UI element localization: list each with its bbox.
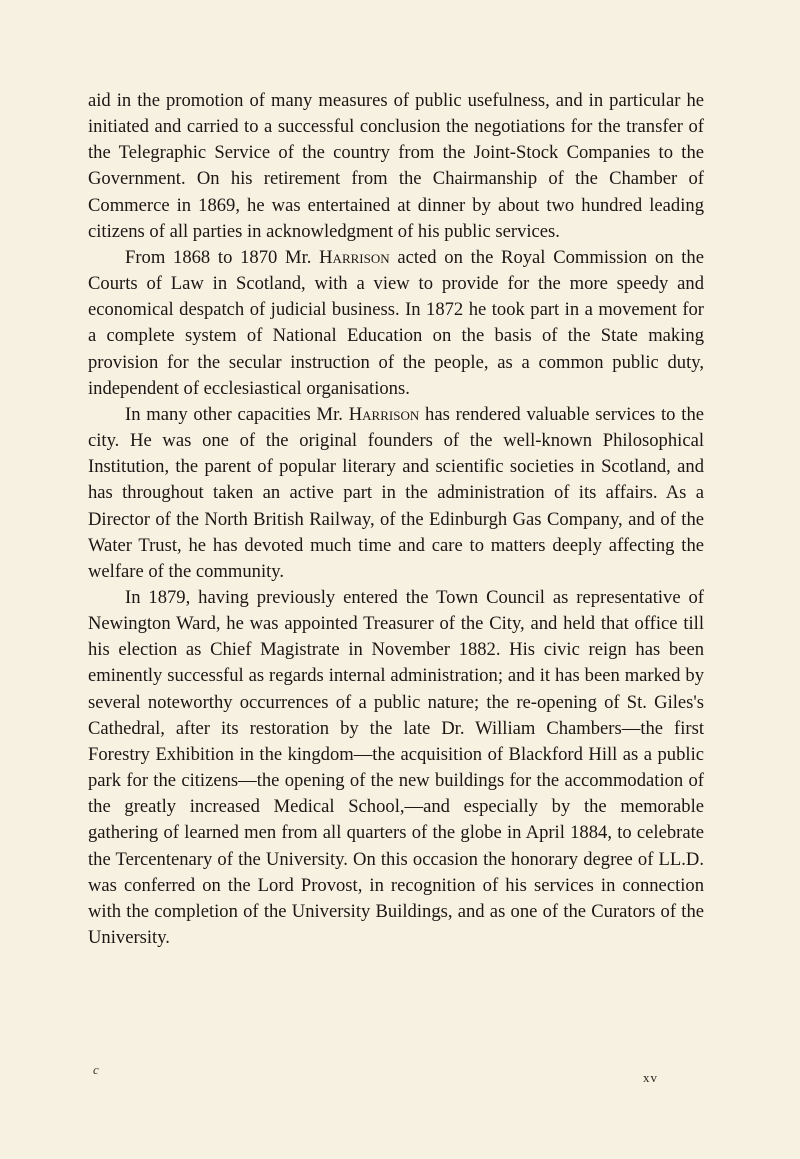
paragraph-text: has rendered valuable services to the city. He was one of the original founders of the well-known Philosophical Institution, the parent of popular literary and scientific societies in Scotland, and has throughout taken an active part in the administration of its affairs. As a Director of the North British Railway, of the Edinburgh Gas Company, and of the Water Trust, he has devoted much time and care to matters deeply affecting the welfare of the community. xyxy=(88,403,704,582)
body-text xyxy=(88,88,704,951)
paragraph-text: In many other capacities Mr. xyxy=(125,403,349,425)
paragraph-text: From 1868 to 1870 Mr. xyxy=(125,246,320,268)
page-number: xv xyxy=(643,1070,658,1085)
paragraph-text: acted on the Royal Commission on the Courts of Law in Scotland, with a view to provide for the more speedy and economical despatch of judicial business. In 1872 he took part in a movement for a complete system of National Education on the basis of the State making provision for the secular instruction of the people, as a common public duty, independent of ecclesiastical organisations. xyxy=(88,246,704,399)
name-small-caps: Harrison xyxy=(319,246,390,268)
paragraph-telegraphic-service xyxy=(88,88,704,245)
paragraph-text: aid in the promotion of many measures of public usefulness, and in particular he initiated and carried to a successful conclusion the negotiations for the transfer of the Telegraphic Service of the country from the Joint-Stock Companies to the Government. On his retirement from the Chairmanship of the Chamber of Commerce in 1869, he was entertained at dinner by about two hundred leading citizens of all parties in acknowledgment of his public services. xyxy=(88,90,704,242)
paragraph-text: In 1879, having previously entered the Town Council as representative of Newington Ward, he was appointed Treasurer of the City, and held that office till his election as Chief Magistrate in November 1882. His civic reign has been eminently successful as regards internal administration; and it has been marked by several noteworthy occurrences of a public nature; the re-opening of St. Giles's Cathedral, after its restoration by the late Dr. William Chambers—the first Forestry Exhibition in the kingdom—the acquisition of Blackford Hill as a public park for the citizens—the opening of the new buildings for the accommodation of the greatly increased Medical School,—and especially by the memorable gathering of learned men from all quarters of the globe in April 1884, to celebrate the Tercentenary of the University. On this occasion the honorary degree of LL.D. was conferred on the Lord Provost, in recognition of his services in connection with the completion of the University Buildings, and as one of the Curators of the University. xyxy=(88,586,704,948)
paragraph-town-council xyxy=(88,585,704,951)
name-small-caps: Harrison xyxy=(348,403,420,425)
paragraph-other-capacities xyxy=(88,402,704,585)
signature-mark: c xyxy=(93,1062,99,1077)
paragraph-royal-commission xyxy=(88,245,704,402)
